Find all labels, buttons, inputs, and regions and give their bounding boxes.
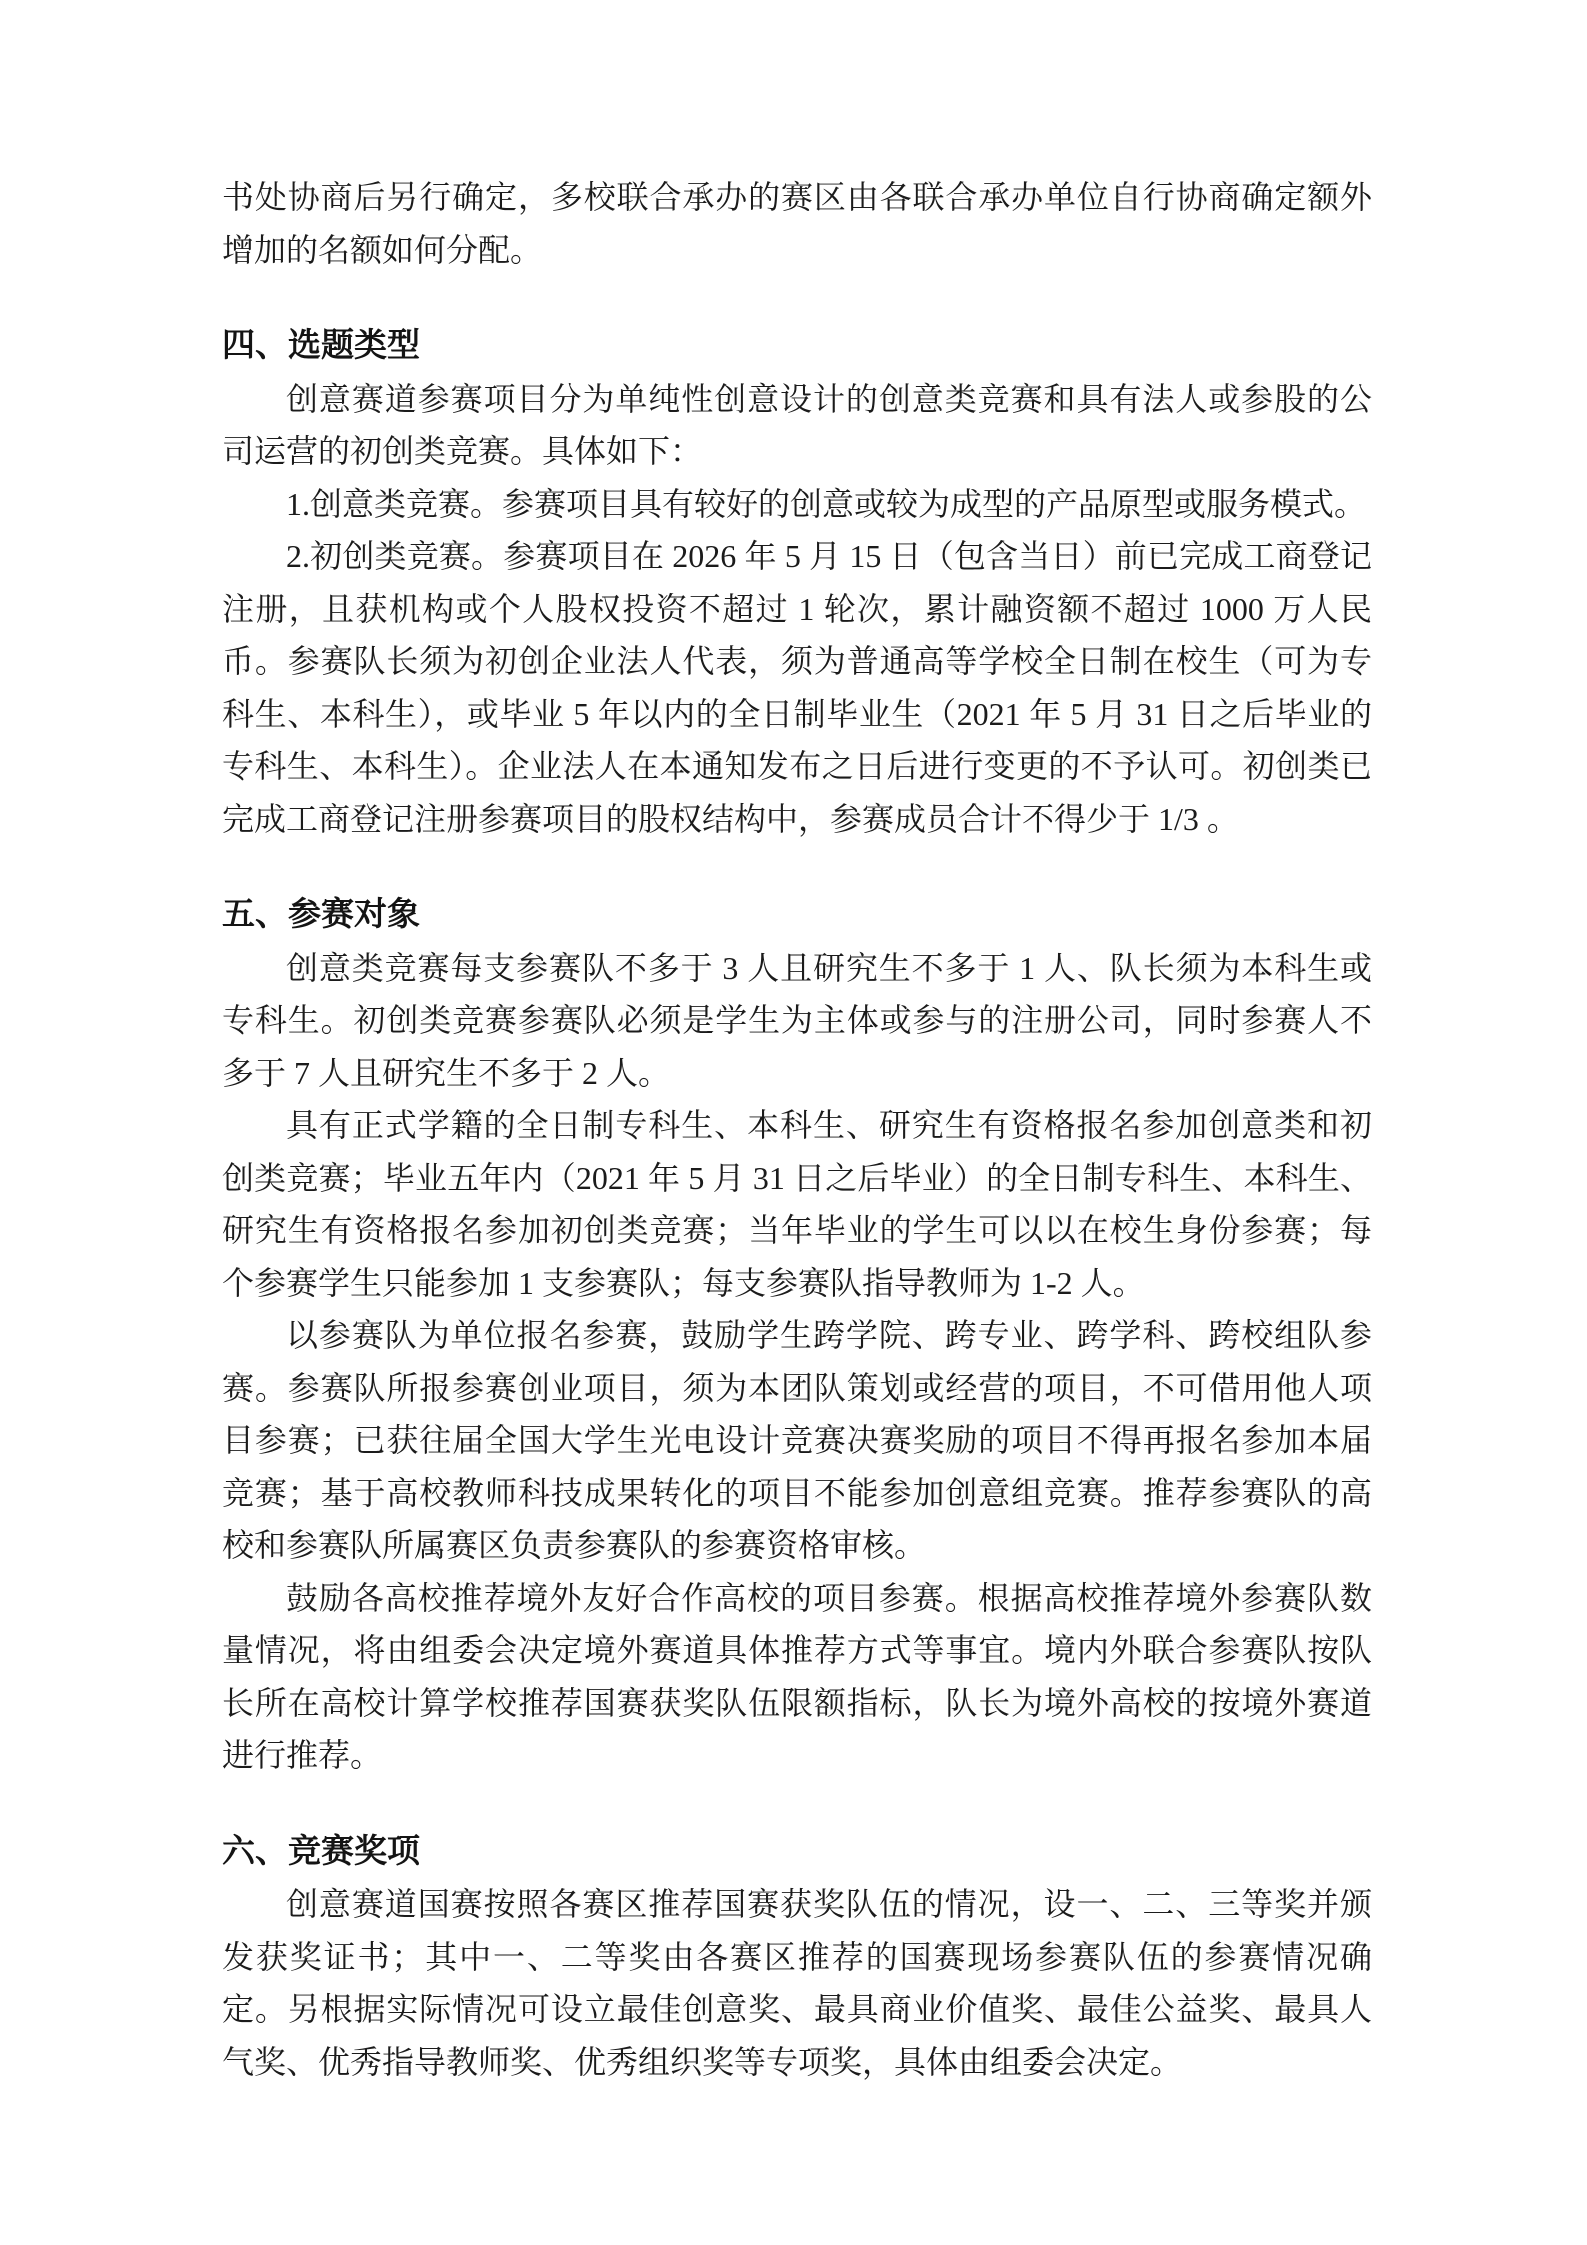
- paragraph-awards-details: 创意赛道国赛按照各赛区推荐国赛获奖队伍的情况，设一、二、三等奖并颁发获奖证书；其中一、二等奖由各赛区推荐的国赛现场参赛队伍的参赛情况确定。另根据实际情况可设立最佳创意奖、最具商业价值奖、最佳公益奖、最具人气奖、优秀指导教师奖、优秀组织奖等专项奖，具体由组委会决定。: [222, 1886, 1372, 2080]
- paragraph-topic-types-overview: 创意赛道参赛项目分为单纯性创意设计的创意类竞赛和具有法人或参股的公司运营的初创类竞赛。具体如下：: [222, 380, 1372, 469]
- paragraph-creative-category: 1.创意类竞赛。参赛项目具有较好的创意或较为成型的产品原型或服务模式。: [286, 485, 1367, 522]
- section-heading-topic-types: 四、选题类型: [222, 328, 420, 364]
- section-heading-awards: 六、竞赛奖项: [222, 1833, 420, 1870]
- paragraph-registration-rules: 以参赛队为单位报名参赛，鼓励学生跨学院、跨专业、跨学科、跨校组队参赛。参赛队所报参赛创业项目，须为本团队策划或经营的项目，不可借用他人项目参赛；已获往届全国大学生光电设计竞赛决赛奖励的项目不得再报名参加本届竞赛；基于高校教师科技成果转化的项目不能参加创意组竞赛。推荐参赛队的高校和参赛队所属赛区负责参赛队的参赛资格审核。: [222, 1317, 1372, 1563]
- section-heading-participants: 五、参赛对象: [222, 897, 420, 933]
- paragraph-startup-category: 2.初创类竞赛。参赛项目在 2026 年 5 月 15 日（包含当日）前已完成工商登记注册，且获机构或个人股权投资不超过 1 轮次，累计融资额不超过 1000 万人民币。参赛队长须为初创企业法人代表，须为普通高等学校全日制在校生（可为专科生、本科生），或毕业 5 年以内的全日制毕业生（2021 年 5 月 31 日之后毕业的专科生、本科生）。企业法人在本通知发布之日后进行变更的不予认可。初创类已完成工商登记注册参赛项目的股权结构中，参赛成员合计不得少于 1/3 。: [222, 538, 1372, 837]
- document-content: [222, 171, 1372, 2088]
- paragraph-overseas-teams: 鼓励各高校推荐境外友好合作高校的项目参赛。根据高校推荐境外参赛队数量情况，将由组委会决定境外赛道具体推荐方式等事宜。境内外联合参赛队按队长所在高校计算学校推荐国赛获奖队伍限额指标，队长为境外高校的按境外赛道进行推荐。: [222, 1579, 1372, 1773]
- paragraph-eligibility-rules: 具有正式学籍的全日制专科生、本科生、研究生有资格报名参加创意类和初创类竞赛；毕业五年内（2021 年 5 月 31 日之后毕业）的全日制专科生、本科生、研究生有资格报名参加初创类竞赛；当年毕业的学生可以以在校生身份参赛；每个参赛学生只能参加 1 支参赛队；每支参赛队指导教师为 1-2 人。: [222, 1107, 1372, 1301]
- paragraph-team-size-rules: 创意类竞赛每支参赛队不多于 3 人且研究生不多于 1 人、队长须为本科生或专科生。初创类竞赛参赛队必须是学生为主体或参与的注册公司，同时参赛人不多于 7 人且研究生不多于 2 人。: [222, 949, 1372, 1091]
- paragraph-continuation: 书处协商后另行确定，多校联合承办的赛区由各联合承办单位自行协商确定额外增加的名额如何分配。: [222, 179, 1372, 268]
